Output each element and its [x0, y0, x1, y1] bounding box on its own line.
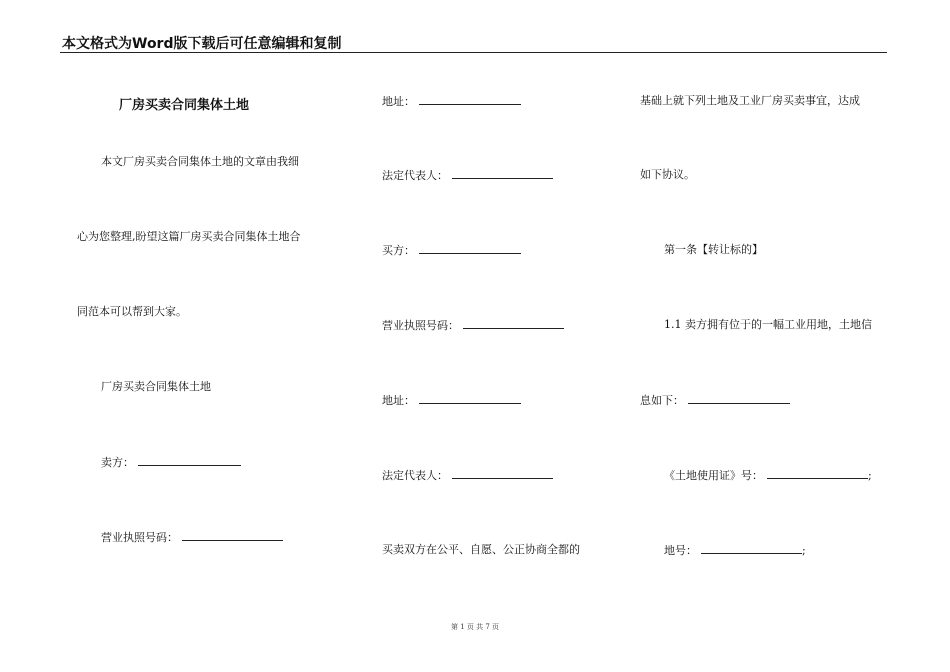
col3-line-1: 基础上就下列土地及工业厂房买卖事宜，达成 — [640, 94, 860, 107]
lot-number-semicolon: ; — [802, 544, 806, 557]
buyer-address-blank — [419, 393, 521, 404]
header-divider — [60, 52, 887, 53]
buyer-address-label: 地址： — [382, 394, 415, 407]
land-certificate-semicolon: ; — [868, 469, 872, 482]
col1-line-4: 厂房买卖合同集体土地 — [101, 380, 211, 393]
col1-line-2: 心为您整理,盼望这篇厂房买卖合同集体土地合 — [77, 230, 301, 243]
seller-blank — [138, 455, 241, 466]
buyer-blank — [419, 243, 521, 254]
buyer-representative-label: 法定代表人： — [382, 469, 448, 482]
land-certificate-field — [664, 468, 872, 483]
document-header-title: 本文格式为Word版下载后可任意编辑和复制 — [62, 36, 342, 52]
buyer-license-blank — [463, 318, 564, 329]
land-certificate-label: 《土地使用证》号： — [664, 469, 763, 482]
col1-line-3: 同范本可以帮到大家。 — [77, 305, 187, 318]
lot-number-blank — [701, 543, 802, 554]
buyer-address-field — [382, 393, 521, 408]
buyer-field — [382, 243, 521, 258]
seller-representative-blank — [452, 168, 553, 179]
seller-address-blank — [419, 94, 521, 105]
land-info-field — [640, 393, 790, 408]
seller-address-field — [382, 94, 521, 109]
land-certificate-blank — [767, 468, 868, 479]
article-1-heading: 第一条【转让标的】 — [664, 243, 763, 256]
seller-label: 卖方： — [101, 456, 134, 469]
seller-license-field — [101, 530, 283, 545]
buyer-license-field — [382, 318, 564, 333]
buyer-label: 买方： — [382, 244, 415, 257]
buyer-license-label: 营业执照号码： — [382, 319, 459, 332]
lot-number-label: 地号： — [664, 544, 697, 557]
document-title: 厂房买卖合同集体土地 — [119, 98, 250, 113]
buyer-representative-field — [382, 468, 553, 483]
land-info-blank — [688, 393, 790, 404]
lot-number-field — [664, 543, 806, 558]
col3-line-4: 1.1 卖方拥有位于的一幅工业用地，土地信 — [664, 318, 872, 331]
seller-license-label: 营业执照号码： — [101, 531, 178, 544]
col2-line-7: 买卖双方在公平、自愿、公正协商全都的 — [382, 543, 580, 556]
buyer-representative-blank — [452, 468, 553, 479]
seller-representative-field — [382, 168, 553, 183]
land-info-label: 息如下： — [640, 394, 684, 407]
seller-representative-label: 法定代表人： — [382, 169, 448, 182]
col1-line-1: 本文厂房买卖合同集体土地的文章由我细 — [101, 155, 299, 168]
seller-license-blank — [182, 530, 283, 541]
seller-address-label: 地址： — [382, 95, 415, 108]
seller-field — [101, 455, 241, 470]
col3-line-2: 如下协议。 — [640, 168, 695, 181]
page-footer: 第 1 页 共 7 页 — [450, 623, 500, 631]
